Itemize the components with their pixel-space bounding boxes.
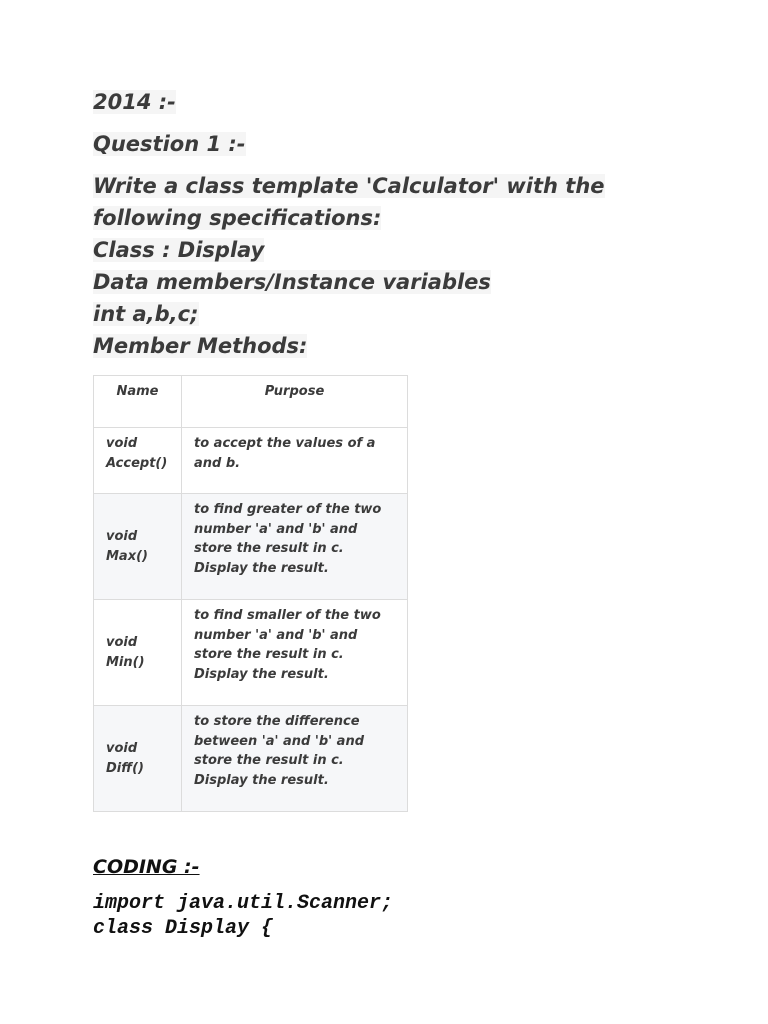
method-name-cell: void Diff() bbox=[94, 706, 182, 812]
spec-line: following specifications: bbox=[93, 206, 382, 230]
specification-block bbox=[93, 170, 693, 362]
year-text: 2014 :- bbox=[93, 90, 176, 114]
table-row bbox=[94, 494, 408, 600]
coding-heading: CODING :- bbox=[93, 856, 200, 878]
name-column-header: Name bbox=[94, 376, 182, 428]
method-purpose-cell: to accept the values of a and b. bbox=[182, 428, 408, 494]
spec-line: Member Methods: bbox=[93, 334, 308, 358]
code-block bbox=[93, 891, 693, 941]
code-line: import java.util.Scanner; bbox=[93, 892, 394, 915]
method-name-cell: void Max() bbox=[94, 494, 182, 600]
spec-line: int a,b,c; bbox=[93, 302, 199, 326]
question-text: Question 1 :- bbox=[93, 132, 246, 156]
spec-line: Class : Display bbox=[93, 238, 265, 262]
table-header-row bbox=[94, 376, 408, 428]
table-row bbox=[94, 600, 408, 706]
table-row bbox=[94, 428, 408, 494]
spec-line: Data members/Instance variables bbox=[93, 270, 491, 294]
spec-line: Write a class template 'Calculator' with the bbox=[93, 174, 605, 198]
question-heading bbox=[93, 128, 693, 160]
method-name-cell: void Min() bbox=[94, 600, 182, 706]
document-content bbox=[93, 86, 693, 941]
method-purpose-cell: to find greater of the two number 'a' and 'b' and store the result in c. Display the result. bbox=[182, 494, 408, 600]
method-name-cell: void Accept() bbox=[94, 428, 182, 494]
member-methods-table bbox=[93, 375, 408, 812]
code-line: class Display { bbox=[93, 917, 274, 940]
year-heading bbox=[93, 86, 693, 118]
purpose-column-header: Purpose bbox=[182, 376, 408, 428]
method-purpose-cell: to store the difference between 'a' and 'b' and store the result in c. Display the result. bbox=[182, 706, 408, 812]
method-purpose-cell: to find smaller of the two number 'a' and 'b' and store the result in c. Display the result. bbox=[182, 600, 408, 706]
table-row bbox=[94, 706, 408, 812]
